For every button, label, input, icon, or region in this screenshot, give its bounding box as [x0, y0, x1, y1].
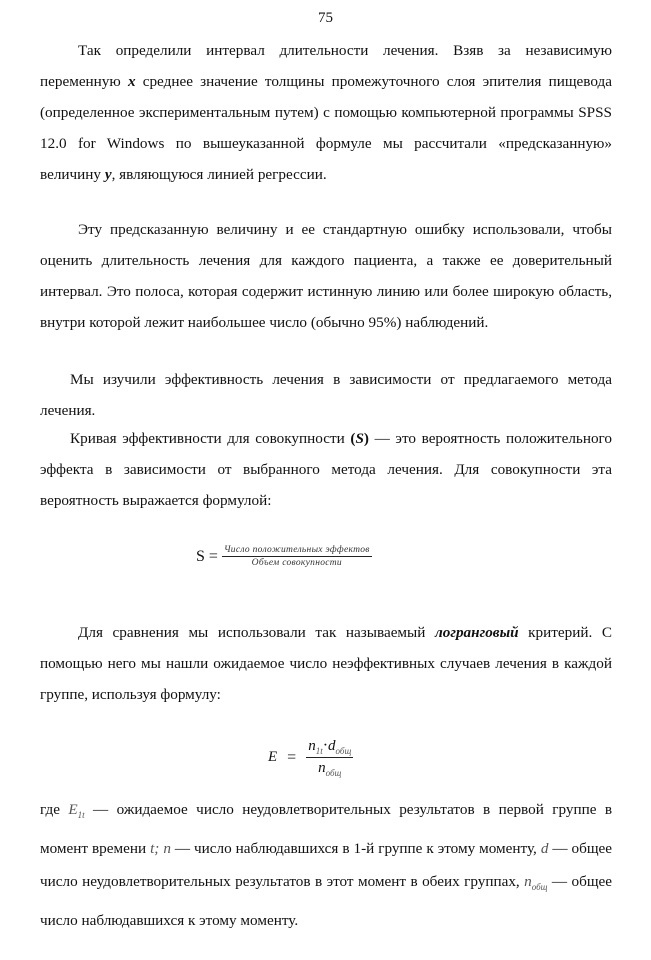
variable-e-sub: 1t	[77, 810, 85, 821]
formula-s-lhs: S	[196, 547, 205, 565]
formula-s-equals: =	[208, 547, 218, 565]
p4-text-1: Кривая эффективности для совокупности	[70, 430, 351, 447]
p1-text-1: Так определили интервал длительности лечения. Взяв за независимую переменную	[40, 42, 612, 90]
term-logrank: логранговый	[434, 624, 519, 641]
paragraph-efficiency-study: Мы изучили эффективность лечения в зависимости от предлагаемого метода лечения.	[40, 371, 612, 419]
formula-e-denominator	[306, 758, 353, 778]
formula-s-numerator: Число положительных эффектов	[223, 545, 370, 555]
p6-text-1: где	[40, 801, 69, 818]
formula-e-num-n: n	[308, 738, 316, 754]
page-number: 75	[318, 10, 333, 26]
formula-s	[196, 545, 372, 568]
paragraph-standard-error: Эту предсказанную величину и ее стандартную ошибку использовали, чтобы оценить длительность лечения для каждого пациента, а также ее доверительный интервал. Это полоса, которая содержит истинную линию или более широкую область, внутри которой лежит наибольшее число (обычно 95%) наблюдений.	[40, 221, 612, 331]
formula-e-num-d-sub: общ	[335, 746, 352, 757]
p6-text-4: — общее число неудовлетворительных результатов в этот момент в обеих группах,	[40, 840, 613, 891]
p4-text-2: — это вероятность положительного эффекта в зависимости от выбранного метода лечения. Для совокупности эта вероятность выражается формулой:	[40, 430, 612, 509]
variable-s: S	[355, 430, 364, 447]
variable-t-n: t; n	[150, 840, 171, 858]
s-open-paren: (	[350, 430, 356, 447]
paragraph-treatment-interval	[40, 35, 612, 190]
p6-text-5: — общее число наблюдавшихся к этому моменту.	[40, 873, 612, 930]
formula-e-numerator	[306, 737, 353, 758]
formula-e-num-n-sub: 1t	[315, 746, 323, 757]
variable-y: y	[104, 166, 112, 183]
p6-text-3: — число наблюдавшихся в 1-й группе к этому моменту,	[170, 840, 541, 858]
paragraph-efficiency-curve	[40, 423, 612, 516]
variable-x: x	[127, 73, 136, 90]
formula-e-num-d: d	[328, 738, 336, 754]
variable-e: E	[68, 801, 78, 818]
formula-s-fraction	[222, 545, 372, 568]
formula-e-num-dot: ·	[322, 737, 329, 754]
formula-e-den-n-sub: общ	[325, 768, 342, 779]
formula-e-den-n: n	[318, 760, 326, 777]
p6-text-2: — ожидаемое число неудовлетворительных результатов в первой группе в момент времени	[40, 801, 612, 858]
variable-n-total-sub: общ	[531, 882, 548, 893]
p5-text-2: критерий. С помощью него мы нашли ожидаемое число неэффективных случаев лечения в каждой группе, используя формулу:	[40, 624, 612, 703]
p5-text-1: Для сравнения мы использовали так называемый	[78, 624, 435, 641]
s-close-paren: )	[363, 430, 369, 447]
formula-e-equals: =	[287, 748, 297, 766]
p1-text-2: среднее значение толщины промежуточного слоя эпителия пищевода (определенное экспериментальным путем) с помощью компьютерной программы SPSS 12.0 for Windows по вышеуказанной формуле мы рассчитали «предсказанную» величину	[40, 73, 612, 183]
formula-s-denominator: Объем совокупности	[251, 558, 342, 568]
formula-e	[268, 737, 353, 778]
formula-e-fraction	[306, 737, 353, 778]
paragraph-variable-definitions	[40, 793, 612, 937]
p1-text-3: , являющуюся линией регрессии.	[111, 166, 327, 183]
formula-e-lhs: E	[268, 749, 278, 766]
paragraph-logrank	[40, 617, 612, 710]
variable-n-total: n	[524, 873, 532, 891]
variable-d: d	[540, 840, 549, 858]
